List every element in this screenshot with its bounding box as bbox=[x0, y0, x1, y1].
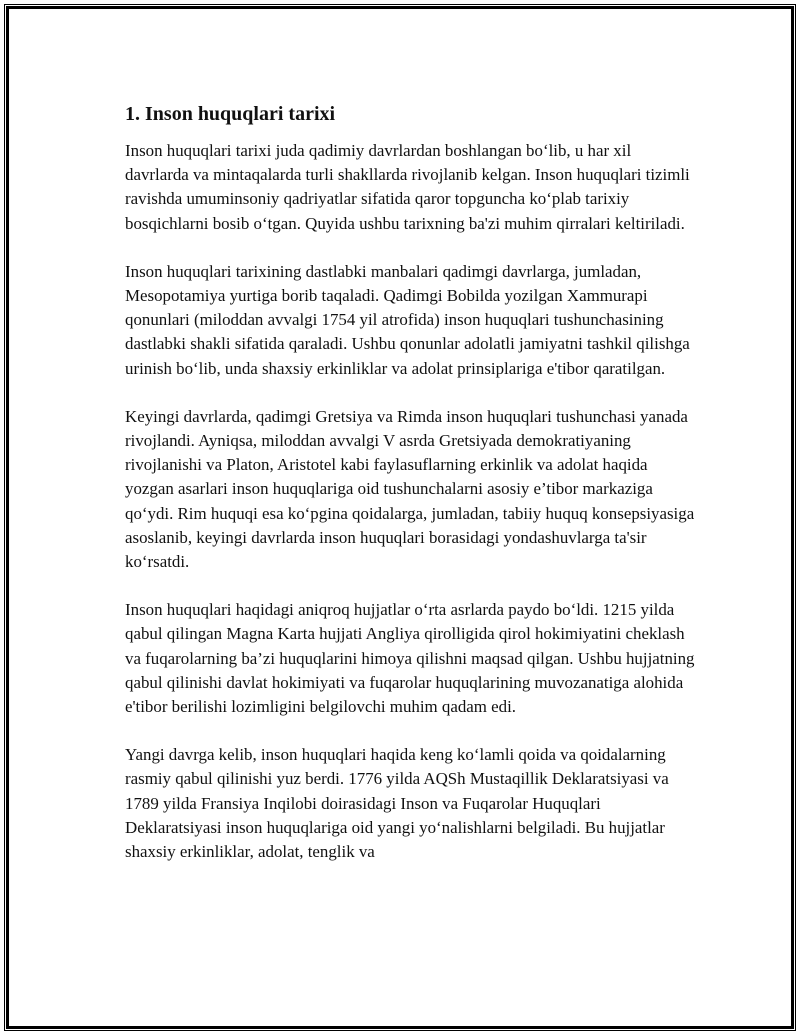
paragraph-1: Inson huquqlari tarixi juda qadimiy davrlardan boshlangan bo‘lib, u har xil davrlarda va mintaqalarda turli shakllarda rivojlanib kelgan. Inson huquqlari tizimli ravishda umuminsoniy qadriyatlar sifatida qaror topguncha ko‘plab tarixiy bosqichlarni bosib o‘tgan. Quyida ushbu tarixning ba'zi muhim qirralari keltiriladi. bbox=[125, 141, 690, 233]
paragraph-5: Yangi davrga kelib, inson huquqlari haqida keng ko‘lamli qoida va qoidalarning rasmiy qabul qilinishi yuz berdi. 1776 yilda AQSh Mustaqillik Deklaratsiyasi va 1789 yilda Fransiya Inqilobi doirasidagi Inson va Fuqarolar Huquqlari Deklaratsiyasi inson huquqlariga oid yangi yo‘nalishlarni belgiladi. Bu hujjatlar shaxsiy erkinliklar, adolat, tenglik va bbox=[125, 745, 669, 862]
page-frame bbox=[6, 6, 794, 1029]
paragraph-3: Keyingi davrlarda, qadimgi Gretsiya va Rimda inson huquqlari tushunchasi yanada rivojlandi. Ayniqsa, miloddan avvalgi V asrda Gretsiyada demokratiyaning rivojlanishi va Platon, Aristotel kabi faylasuflarning erkinlik va adolat haqida yozgan asarlari inson huquqlariga oid tushunchalarni asosiy e’tibor markaziga qo‘ydi. Rim huquqi esa ko‘pgina qoidalarga, jumladan, tabiiy huquq konsepsiyasiga asoslanib, keyingi davrlarda inson huquqlari borasidagi yondashuvlarga ta'sir ko‘rsatdi. bbox=[125, 406, 695, 572]
paragraph-2: Inson huquqlari tarixining dastlabki manbalari qadimgi davrlarga, jumladan, Mesopotamiya yurtiga borib taqaladi. Qadimgi Bobilda yozilgan Xammurapi qonunlari (miloddan avvalgi 1754 yil atrofida) inson huquqlari tushunchasining dastlabki shakli sifatida qaraladi. Ushbu qonunlar adolatli jamiyatni tashkil qilishga urinish bo‘lib, unda shaxsiy erkinliklar va adolat prinsiplariga e'tibor qaratilgan. bbox=[125, 261, 690, 378]
paragraph-4: Inson huquqlari haqidagi aniqroq hujjatlar o‘rta asrlarda paydo bo‘ldi. 1215 yilda qabul qilingan Magna Karta hujjati Angliya qirolligida qirol hokimiyatini cheklash va fuqarolarning ba’zi huquqlarini himoya qilishni maqsad qilgan. Ushbu hujjatning qabul qilinishi davlat hokimiyati va fuqarolar huquqlarining muvozanatiga alohida e'tibor berilishi lozimligini belgilovchi muhim qadam edi. bbox=[125, 600, 695, 717]
section-heading: 1. Inson huquqlari tarixi bbox=[125, 103, 336, 125]
document-body bbox=[125, 101, 695, 888]
